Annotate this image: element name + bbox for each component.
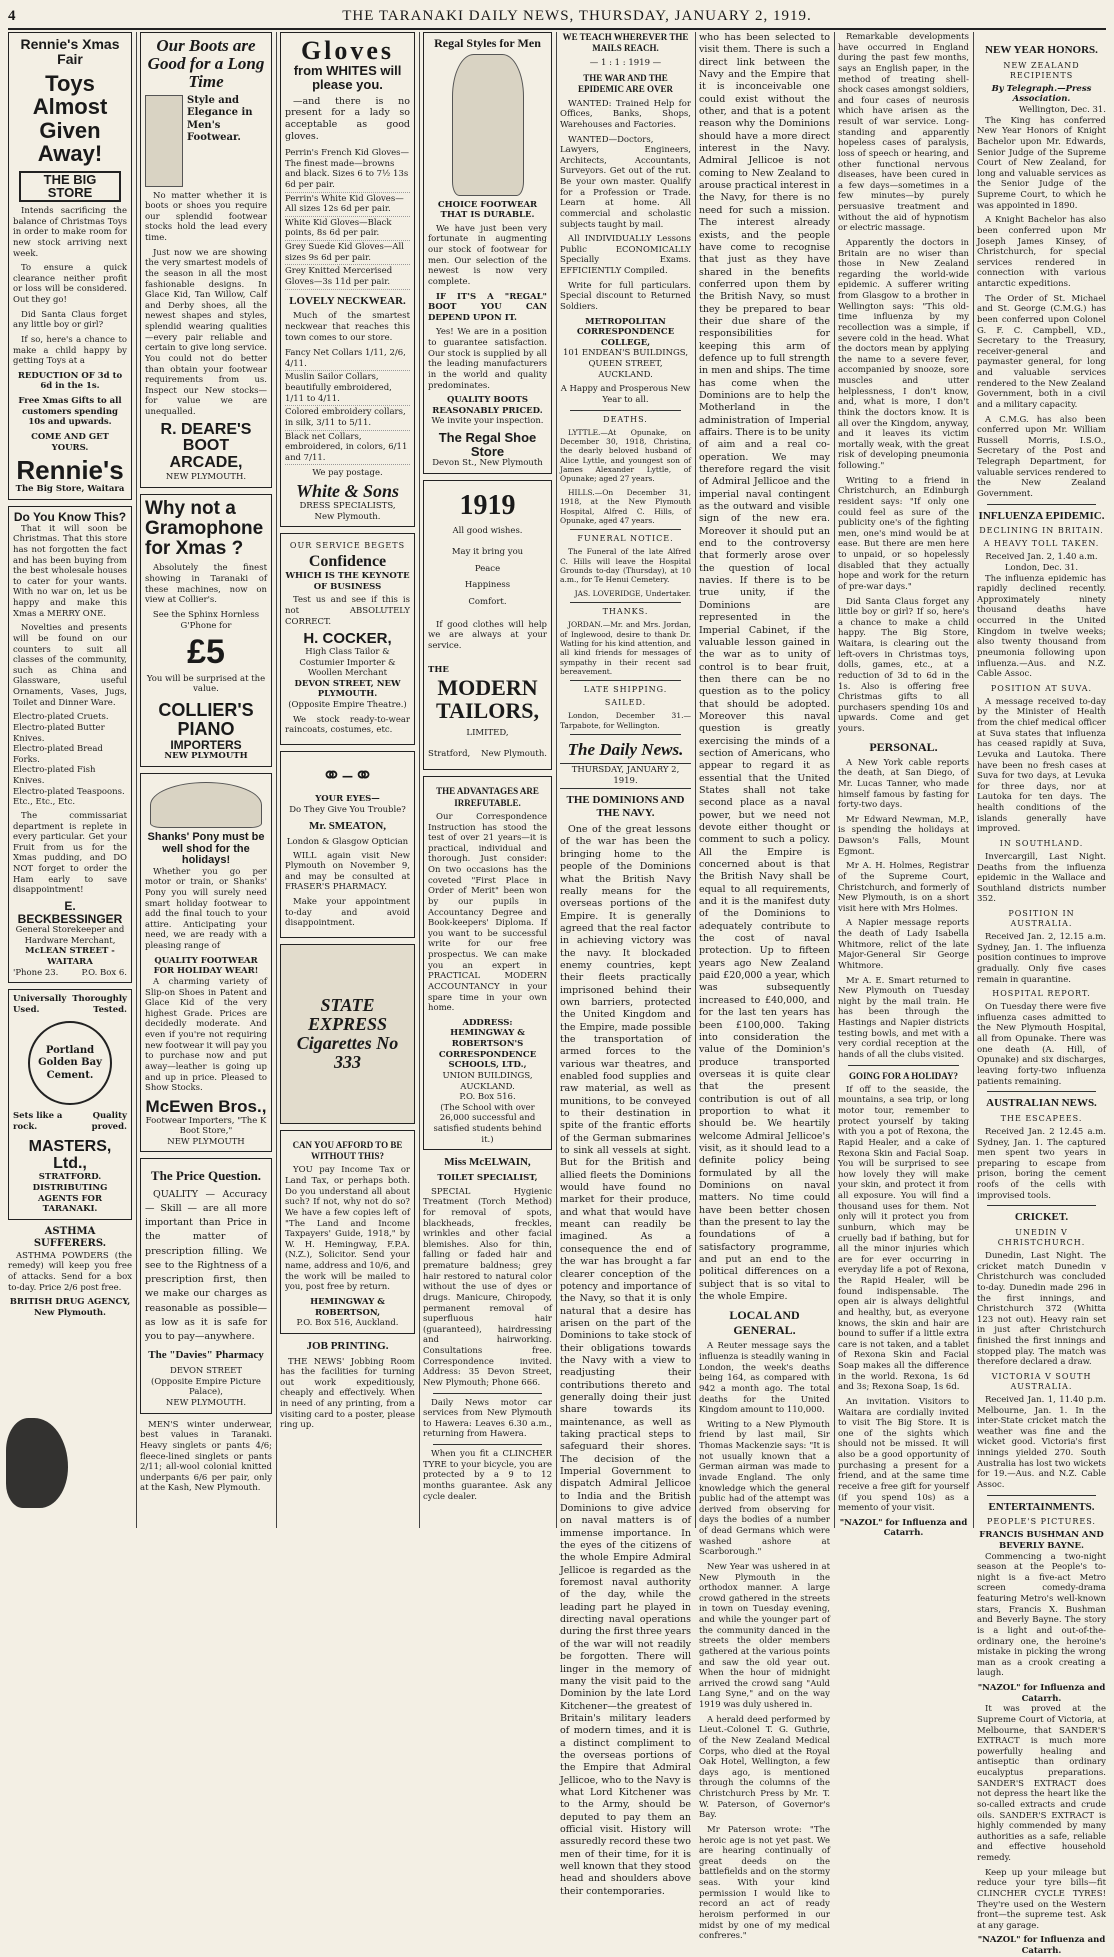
year-line: — 1 : 1 : 1919 —	[589, 57, 662, 68]
cocker-street: DEVON STREET, NEW PLYMOUTH.	[294, 678, 401, 700]
shanks-heading: Shanks' Pony must be well shod for the holidays!	[147, 830, 265, 867]
advantages-text: Our Correspondence Instruction has stood the test of over 21 years—it is practical, individual and thorough. Just consider: On two occasions has the coveted "First Place in Order of Merit" been won by our pupils in Accountancy Degree and Book-keepers' Diploma. If you want to be successful write for our free prospectus. We can make you an expert in PRACTICAL MODERN ACCOUNTANCY in your spare time in your own home.	[428, 811, 547, 1014]
mcewen-ad	[140, 773, 272, 1152]
smeaton-name: Mr. SMEATON,	[308, 820, 387, 833]
funeral-name: JAS. LOVERIDGE, Undertaker.	[574, 588, 691, 598]
masters-desc: DISTRIBUTING AGENTS FOR TARANAKI.	[32, 1182, 108, 1215]
gloves-from: from WHITES will please you.	[293, 63, 402, 92]
received-text: Received Jan. 2, 1.40 a.m. London, Dec. 31.	[985, 552, 1098, 573]
quality-footwear: QUALITY FOOTWEAR FOR HOLIDAY WEAR!	[153, 955, 259, 977]
quality-boots: QUALITY BOOTS REASONABLY PRICED.	[432, 395, 543, 416]
toys-headline: Toys Almost Given Away!	[32, 71, 108, 166]
dyk-heading: Do You Know This?	[13, 510, 127, 525]
postage: We pay postage.	[312, 468, 383, 479]
sailed-heading: SAILED.	[604, 698, 647, 708]
regal-address: Devon St., New Plymouth	[432, 458, 543, 469]
colliers-name: COLLIER'S PIANO	[158, 699, 254, 739]
australia-heading: POSITION IN AUSTRALIA.	[1008, 909, 1075, 928]
colliers-importers: IMPORTERS	[170, 737, 242, 752]
eyes-question: Do They Give You Trouble?	[289, 804, 406, 815]
list-item: Colored embroidery collars, in silk, 3/11 to 5/11.	[285, 406, 410, 430]
beck-phone: 'Phone 23.	[13, 967, 59, 978]
funeral-heading: FUNERAL NOTICE.	[577, 534, 674, 544]
wanted-1: WANTED: Trained Help for Offices, Banks, Shops, Warehouses and Factories.	[560, 98, 691, 130]
mcewen-place: NEW PLYMOUTH	[167, 1136, 245, 1147]
death-lyttle: LYTTLE.—At Opunake, on December 30, 1918, Christina, the dearly beloved husband of Alice Lyttle, and youngest son of James Alexander Lyttle, of Opunake; aged 27 years.	[560, 427, 691, 484]
local-5: Mr Paterson wrote: "The heroic age is not yet past. We are hearing continually of great deeds on the battlefields and on the stormy seas. With your kind permission I would like to record an act of ready heroism performed in our midst by one of my medical confreres."	[699, 1824, 830, 1942]
deare-ad	[140, 32, 272, 488]
honours-text-3: The Order of St. Michael and St. George (C.M.G.) has been conferred upon Colonel G. F. C. Campbell, V.D., Secretary to the Treasury, receiver-general and paymaster general, for long and valuable services rendered to the New Zealand Government, both in a civil and a military capacity.	[977, 293, 1106, 410]
stratford-text: Stratford,	[428, 748, 471, 759]
wishes-text: All good wishes.	[452, 526, 523, 537]
electro-list	[13, 712, 127, 808]
cocker-ad	[280, 533, 415, 745]
col7-text-2: Apparently the doctors in Britain are no wiser than those in New Zealand regarding the world-wide epidemic. A sufferer writing from Glasgow to a brother in Wellington says: "This old-time influenza by my recollection was a simple, if severe cold in the head. What the doctors mean by applying the name to a severe fever, accompanied by snooze, sore muscles and utter helplessness, I don't know, and, what is more, I don't think the doctors know. It is all over the Kingdom, anyway, and it leaves its victim mortally weak, with the great risk of developing pneumonia following."	[838, 237, 969, 471]
war-over-heading: THE WAR AND THE EPIDEMIC ARE OVER	[577, 73, 673, 95]
smeaton-ad	[280, 751, 415, 938]
local-4: A herald deed performed by Lieut.-Colonel T. G. Guthrie, of the New Zealand Medical Corps, who died at the Royal Oak Hotel, Wellington, a few days ago, is mentioned through the columns of the Christchurch Press by Mr. T. W. Paterson, of Governor's Bay.	[699, 1714, 830, 1821]
cricket-text: Dunedin, Last Night. The cricket match Dunedin v Christchurch was concluded to-day. Dunedin made 296 in the first innings, and Christchurch 372 (Whitta 123 not out). Heavy rain set in just after Christchurch finished the first innings and stopped play. The match was therefore declared a draw.	[977, 1251, 1106, 1368]
rennies-santa: Did Santa Claus forget any little boy or girl?	[13, 309, 127, 331]
good-clothes-text: If good clothes will help we are always at your service.	[428, 619, 547, 651]
hospital-text: On Tuesday there were five influenza cases admitted to the New Plymouth Hospital, all from Opunake. There was one death (A. Hill, of Opunake) and six discharges, leaving forty-two influenza patients remaining.	[977, 1002, 1106, 1087]
declining-heading: DECLINING IN BRITAIN.	[979, 526, 1104, 536]
rennies-come: COME AND GET YOURS.	[31, 431, 109, 453]
shipping-heading: LATE SHIPPING.	[583, 685, 668, 695]
clincher-text: When you fit a CLINCHER TYRE to your bicycle, you are protected by a 9 to 12 months guarantee. Ask any cycle dealer.	[423, 1449, 552, 1502]
novelties-text: Novelties and presents will be found on our counters to suit all classes of the community, such as China and Glassware, useful Ornaments, Vases, Jugs, Toilet and Dinner Ware.	[13, 623, 127, 708]
davies-name: The "Davies" Pharmacy	[148, 1349, 264, 1362]
death-hills: HILLS.—On December 31, 1918, at the New Plymouth Hospital, Alfred C. Hills, of Opunake, aged 47 years.	[560, 487, 691, 525]
funeral-text: The Funeral of the late Alfred C. Hills will leave the Hospital Grounds to-day (Thursday), at 10 a.m., for Te Henui Cemetery.	[560, 547, 691, 585]
column-rule	[695, 32, 696, 1528]
hemingway-ad	[280, 1130, 415, 1334]
honours-text-4: A C.M.G. has also been conferred upon Mr. William Russell Morris, I.S.O., Secretary of the Post and Telegraph Department, for valuable services rendered to the New Zealand Government.	[977, 414, 1106, 499]
boots-text-2: Just now we are showing the very smartest models of the season in all the most fashionable designs. In Glace Kid, Tan Willow, Calf and Derby shoes, all the newest shapes and styles, splendid wearing qualities—every pair reliable and certain to give long service. You could not do better than obtain your footwear requirements from us. Inspect our New stocks—for value we are unequalled.	[145, 247, 267, 418]
local-3: New Year was ushered in at New Plymouth in the orthodox manner. A large crowd gathered in the streets in town on Tuesday evening, and while the younger part of the community danced in the streets the older members gathered at the various points and saw the old year out. When the hour of midnight arrived the crowd sang "Auld Lang Syne," and on the way 1919 was duly ushered in.	[699, 1561, 830, 1711]
the-text: THE	[428, 665, 449, 676]
deare-name: R. DEARE'S BOOT ARCADE,	[160, 420, 252, 472]
surprised-text: You will be surprised at the value.	[146, 673, 266, 695]
eyes-heading: YOUR EYES—	[315, 793, 380, 804]
cement-ad	[8, 989, 132, 1220]
colliers-ad	[140, 494, 272, 767]
correspondence-ad	[423, 776, 552, 1150]
wanted-2: WANTED—Doctors, Lawyers, Engineers, Architects, Accountants, Surveyors. Get out of the rut. Be your own master. Qualify for a Profession or Trade. Learn at home. All commercial and scholastic subjects taught by mail.	[560, 134, 691, 230]
personal-3: Mr A. H. Holmes, Registrar of the Supreme Court, Christchurch, and formerly of New Plymouth, is on a short visit here with Mrs Holmes.	[838, 861, 969, 914]
rennies-name: Rennie's	[16, 455, 124, 486]
advantages-heading: THE ADVANTAGES ARE IRREFUTABLE.	[436, 786, 539, 808]
mcewen-name: McEwen Bros.,	[145, 1096, 267, 1116]
boots-text: No matter whether it is boots or shoes you require our splendid footwear stocks hold the lead every time.	[145, 190, 267, 244]
list-item: Perrin's White Kid Gloves—All sizes 12s 6d per pair.	[285, 193, 410, 217]
confidence-heading: Confidence	[308, 553, 387, 571]
honours-sub: NEW ZEALAND RECIPIENTS	[1003, 60, 1080, 80]
sailed-text: London, December 31.—Tarpabote, for Wellington.	[560, 711, 691, 730]
hemingway-name: HEMINGWAY & ROBERTSON,	[310, 1296, 385, 1318]
invite-text: We invite your inspection.	[431, 416, 544, 427]
personal-heading: PERSONAL.	[869, 739, 938, 754]
metro-address: 101 ENDEAN'S BUILDINGS, QUEEN STREET, AUCKLAND.	[562, 348, 689, 380]
dept-text: The commissariat department is replete in every particular. Get your Fruit from us for the Xmas pudding, and DO NOT forget to order the Ham early to save disappointment!	[13, 810, 127, 896]
dateline-wellington: Wellington, Dec. 31.	[1018, 105, 1106, 115]
southland-heading: IN SOUTHLAND.	[999, 838, 1084, 848]
suva-heading: POSITION AT SUVA.	[990, 683, 1093, 693]
personal-5: Mr A. E. Smart returned to New Plymouth on Tuesday night by the mail train. He has been through the Hastings and Napier districts testing bowls, and met with a very cordial reception at the hands of all the clubs visited.	[838, 975, 969, 1060]
column-1	[8, 32, 132, 1528]
gram-text: Absolutely the finest showing in Taranaki of these machines, now on view at Collier's.	[145, 563, 267, 606]
beck-box: P.O. Box 6.	[81, 967, 127, 978]
masthead	[8, 4, 1106, 30]
nazol-1: "NAZOL" for Influenza and Catarrh.	[977, 1683, 1106, 1704]
regal-ad	[423, 32, 552, 474]
entertainments-heading: ENTERTAINMENTS.	[988, 1500, 1095, 1513]
job-printing-text: THE NEWS' Jobbing Room has the facilities for turning out work expeditiously, cheaply and effectively. When in need of any printing, from a visiting card to a poster, please ring up.	[280, 1356, 415, 1431]
personal-2: Mr Edward Newman, M.P., is spending the holidays at Dawson's Falls, Mount Egmont.	[838, 814, 969, 857]
australian-news-heading: AUSTRALIAN NEWS.	[986, 1097, 1097, 1110]
rennies-heading: Rennie's Xmas Fair	[20, 36, 120, 67]
honours-text-2: A Knight Bachelor has also been conferred upon Mr Joseph James Kinsey, of Christchurch, for special services rendered in connection with various antarctic expeditions.	[977, 215, 1106, 289]
victoria-text: Received Jan. 1, 11.40 p.m. Melbourne, Jan. 1. In the inter-State cricket match the weather was fine and the wicket good. Victoria's first innings yielded 270. South Australia has lost two wickets for 19.—Aus. and N.Z. Cable Assoc.	[977, 1394, 1106, 1490]
shoe-illustration-icon	[150, 782, 262, 828]
nazol-text: "NAZOL" for Influenza and Catarrh.	[839, 1517, 968, 1539]
mcewen-desc: Footwear Importers, "The K Boot Store,"	[145, 1115, 267, 1137]
raincoats-text: We stock ready-to-wear raincoats, costumes, etc.	[285, 714, 410, 736]
davies-ad	[140, 1158, 272, 1413]
students-text: (The School with over 26,000 successful and satisfied students behind it.)	[433, 1102, 542, 1145]
rennies-clearance: To ensure a quick clearance neither profit or loss will be considered. Out they go!	[13, 263, 127, 306]
gram-heading: Why not a Gramophone for Xmas ?	[145, 497, 264, 559]
regal-store-name: The Regal Shoe Store	[438, 430, 537, 459]
comfort-text: Comfort.	[468, 596, 507, 607]
whites-ad	[280, 32, 415, 527]
asthma-heading: ASTHMA SUFFERERS.	[33, 1225, 107, 1250]
regal-heading: Regal Styles for Men	[434, 36, 541, 50]
editorial-heading: THE DOMINIONS AND THE NAVY.	[566, 793, 685, 820]
col7-text-4: Did Santa Claus forget any little boy or girl? If so, here's a chance to make a child happy. The Big Store, Waitara, is clearing out the left-overs in Christmas toys, dolls, games, etc., at a reduction of 3d to 6d in the 1s. Also is offering free Christmas gifts to all purchasers spending 10s and upwards. Come and get yours.	[838, 596, 969, 734]
southland-text: Invercargill, Last Night. Deaths from the influenza epidemic in the Wallace and Southland districts number 352.	[977, 851, 1106, 905]
regal-text: We have just been very fortunate in augmenting our stock of footwear for men. Our selection of the newest is now very complete.	[428, 223, 547, 287]
cricket-sub: UNEDIN V CHRISTCHURCH.	[997, 1228, 1086, 1247]
column-rule	[834, 32, 835, 1528]
thanks-jordan: JORDAN.—Mr. and Mrs. Jordan, of Inglewood, desire to thank Dr. Watling for his kind attention, and all kind friends for messages of sympathy in their recent sad bereavement.	[560, 620, 691, 676]
nazol-2: "NAZOL" for Influenza and Catarrh.	[977, 1935, 1106, 1956]
personal-4: A Napier message reports the death of Lady Isabella Whitmore, relict of the late Major-General Sir George Whitmore.	[838, 918, 969, 971]
by-telegraph: By Telegraph.—Press Association.	[991, 83, 1092, 105]
column-2	[140, 32, 272, 1528]
hospital-heading: HOSPITAL REPORT.	[992, 989, 1091, 999]
can-you-heading: CAN YOU AFFORD TO BE WITHOUT THIS?	[292, 1139, 403, 1162]
list-item: Electro-plated Teaspoons.	[13, 786, 125, 797]
beck-address: McLEAN STREET - WAITARA	[25, 946, 115, 967]
column-rule	[136, 32, 137, 1528]
list-item: Black net Collars, embroidered, in colors, 6/11 and 7/11.	[285, 431, 410, 466]
sphinx-text: See the Sphinx Hornless G'Phone for	[152, 609, 260, 631]
neckwear-text: Much of the smartest neckwear that reaches this town comes to our store.	[285, 311, 410, 343]
column-rule	[276, 32, 277, 1528]
hemingway-box: P.O. Box 516, Auckland.	[296, 1318, 399, 1329]
neckwear-list	[285, 347, 410, 465]
cocker-desc: High Class Tailor & Costumier Importer & Woollen Merchant	[299, 646, 396, 679]
neckwear-heading: LOVELY NECKWEAR.	[289, 294, 406, 307]
toilet-specialist: TOILET SPECIALIST,	[437, 1173, 538, 1184]
shanks-text: Whether you go per motor or train, or Shanks' Pony you will surely need smart holiday footwear to add the final touch to your attire. Anticipating your need, we are ready with a pleasing range of	[145, 866, 267, 951]
australia-text: Received Jan. 2, 12.15 a.m. Sydney, Jan. 1. The influenza position continues to improve gradually. Only five cases remain in quarantine.	[977, 932, 1106, 985]
colliers-place: NEW PLYMOUTH	[164, 751, 248, 762]
peace-text: Peace	[474, 563, 501, 574]
list-item: Muslin Sailor Collars, beautifully embroidered, 1/11 to 4/11.	[285, 371, 410, 406]
paper-date: THURSDAY, JANUARY 2, 1919.	[560, 763, 691, 788]
escapees-text: Received Jan. 2 12.45 a.m. Sydney, Jan. 1. The captured men spent two years in preparing to escape from prison, boring the cement roofs of the cells with improvised tools.	[977, 1126, 1106, 1201]
thanks-heading: THANKS.	[602, 607, 649, 617]
local-2: Writing to a New Plymouth friend by last mail, Sir Thomas Mackenzie says: "It is not usually known that a German airman was made to invade England. The only knowledge which the general public had of the attempt was derived from observing for days the bodies of a number of dead Germans which were washed ashore at Scarborough."	[699, 1419, 830, 1558]
column-4	[423, 32, 552, 1528]
np-text: New Plymouth.	[481, 748, 547, 759]
cement-emblem: Portland Golden Bay Cement.	[28, 1021, 112, 1105]
address-label: ADDRESS:	[462, 1017, 513, 1028]
victoria-heading: VICTORIA V SOUTH AUSTRALIA.	[991, 1371, 1092, 1391]
boot-illustration-icon	[452, 54, 524, 196]
column-3	[280, 32, 415, 1528]
toilet-text: SPECIAL Hygienic Treatment (Torch Method) for removal of spots, blackheads, freckles, wrinkles and other facial blemishes. Also for thin, falling or faded hair and premature baldness; grey hair restored to natural color without the use of dyes or drugs. Manicure, Chiropody, permanent removal of superfluous hair (guaranteed), hairdressing and hairworking. Consultations free. Correspondence invited. Address: 35 Devon Street, New Plymouth; Phone 666.	[423, 1186, 552, 1388]
toll-heading: A HEAVY TOLL TAKEN.	[983, 539, 1100, 549]
influenza-heading: INFLUENZA EPIDEMIC.	[978, 509, 1105, 522]
appointment-text: Make your appointment to-day and avoid disappointment.	[285, 897, 410, 929]
col7-text-3: Writing to a friend in Christchurch, an Edinburgh resident says: "If only one could feel as sure of the publicity one's of the fighting men, one's mind would be at ease. But there are men here to unpaid, or so hopelessly disabled that they actually hope and work for the return of pre-war days."	[838, 475, 969, 592]
asthma-text: ASTHMA POWDERS (the remedy) will keep you free of attacks. Send for a box to-day. Price 2/6 post free.	[8, 1250, 132, 1293]
beck-desc: General Storekeeper and Hardware Merchant,	[15, 925, 125, 946]
univ-left: Universally Used.	[13, 994, 67, 1015]
bushman-heading: FRANCIS BUSHMAN AND BEVERLY BAYNE.	[979, 1530, 1104, 1551]
smeaton-desc: London & Glasgow Optician	[286, 836, 409, 847]
which-text: WHICH IS THE KEYNOTE OF BUSINESS	[285, 571, 410, 592]
peoples-pictures: PEOPLE'S PICTURES.	[987, 1517, 1096, 1527]
column-rule	[973, 32, 974, 1528]
state-express-ad	[280, 944, 415, 1124]
choice-text: CHOICE FOOTWEAR THAT IS DURABLE.	[437, 199, 538, 221]
gramophone-price: £5	[187, 633, 225, 672]
cricket-heading: CRICKET.	[1014, 1211, 1069, 1224]
column-5	[560, 32, 692, 1897]
white-sons-name: White & Sons	[295, 481, 400, 502]
editorial-text: One of the great lessons of the war has been the bringing home to the people of the Dominions what the British Navy really means for the overseas portions of the Empire. It is generally agreed that the real factor in achieving victory was the navy. It blockaded enemy countries, kept their fleets practically imprisoned behind their own barriers, protected the United Kingdom and the Empire, made possible the transportation of armed forces to the various war theatres, and enabled food supplies and raw material, as well as munitions, to be conveyed to their destination in spite of the frantic efforts of the German submarines to sink all vessels at sight. But for the British and allied fleets the Dominions would have found no market for their produce, and what that would have meant can readily be imagined. As a consequence the end of the war has brought a far clearer conception of the potency and importance of the Navy, so that it is only natural that a desire has arisen on the part of the Dominions to take stock of their obligations towards the Navy with a view to readjusting their contributions thereto and generally doing their just share towards its maintenance, as well as taking practical steps to safeguard their shores. The decision of the Imperial Government to dispatch Admiral Jellicoe to India and the British Dominions to give advice on naval matters is of immense importance. In the eyes of the citizens of the whole Empire Admiral Jellicoe is regarded as the foremost naval authority of the day, while the leading part he played in directing naval operations during the first three years of the war will not readily be forgotten. There will linger in the memory of many the visit paid to the Dominion by the late Lord Kitchener—the greatest of Britain's military leaders of modern times, and it is a distinct compliment to the overseas portions of the Empire that Admiral Jellicoe, who to the Navy is what Lord Kitchener was to the Army, should be deputed to pay them an official visit. History will assuredly record these two men of their time, for it is well known that they stood head and shoulders above their contemporaries.	[560, 824, 692, 1897]
column-8	[977, 32, 1106, 1956]
rennies-chance: If so, here's a chance to make a child happy by getting Toys at a	[13, 334, 127, 367]
davies-place: NEW PLYMOUTH.	[165, 1398, 247, 1409]
teach-heading: WE TEACH WHEREVER THE MAILS REACH.	[562, 32, 689, 54]
list-item: Electro-plated Fish Knives.	[13, 765, 96, 787]
masthead-title: THE TARANAKI DAILY NEWS, THURSDAY, JANUARY 2, 1919.	[342, 7, 812, 24]
list-item: Perrin's French Kid Gloves—The finest made—browns and black. Sizes 6 to 7½ 13s 6d per pair.	[285, 147, 410, 193]
limited-text: LIMITED,	[466, 728, 509, 739]
editorial-continued: who has been selected to visit them. There is such a direct link between the Navy and the Empire that it is inconceivable one could exist without the other, and that is a potent reason why the Dominions should have a more direct interest in the Navy. Admiral Jellicoe is not coming to New Zealand to arouse practical interest in the Navy, for there is no need for such a mission. The interest already exists, and the people have come to recognise that just as they have shared in the benefits conferred upon them by the British Navy, so must they be prepared to bear their due share of the responsibilities for keeping this arm of defence up to full strength in men and ships. The time has come when the Dominions are to help the Motherland in the administration of Imperial affairs. There is to be unity of aim and a real co-operation. We may therefore regard the visit of Admiral Jellicoe and the imperial naval contingent as the outward and visible sign of the new era. Moreover it should put an end to the controversy that formerly arose over the question of local navies. If there is to be true unity, if the Dominions are represented in the Imperial Cabinet, if the valuable lesson gained in the war as to unity of control is to bear fruit, then there can be no question as to the policy that should be adopted. Moreover this naval question is greatly exercising the minds of a section of Americans, who appear to regard it as essential that the United States shall not take second place as a naval power, but we need not devote either thought or comment to such a policy. All the Empire is concerned about is that the British Navy shall be equal to all requirements, and it is the manifest duty of the Dominions to adequately contribute to the cost of naval protection. Up to fifteen years ago New Zealand paid £20,000 a year, which was subsequently increased to £40,000, and for the last ten years has been £100,000. Taking into consideration the value of the Dominion's produce transported overseas it is quite clear that the present contribution is out of all proportion to what it should be. We heartily welcome Admiral Jellicoe's visit, as it should lead to a definite policy being formulated by all the Dominions on naval matters. No time could have been better chosen than the present to lay the foundations of a satisfactory programme, and put an end to the political differences on a subject that is so vital to the whole Empire.	[699, 32, 830, 1303]
gloves-heading: Gloves	[300, 36, 395, 65]
sets-left: Sets like a rock.	[13, 1111, 63, 1133]
column-rule	[419, 32, 420, 1528]
mcelwain-name: Miss McELWAIN,	[444, 1156, 531, 1169]
page-number: 4	[8, 7, 17, 24]
service-text: OUR SERVICE BEGETS	[289, 541, 406, 551]
smeaton-text: WILL again visit New Plymouth on November 9, and may be consulted at FRASER'S PHARMACY.	[285, 850, 410, 893]
can-you-text: YOU pay Income Tax or Land Tax, or perhaps both. Do you understand all about such? If not, why not do so? We have a few copies left of "The Land and Income Taxpayers' Guide, 1918," by W. H. Hemingway, F.P.A. (N.Z.), Solicitor. Send your name, address and 10/6, and the work will be mailed to you, post free by return.	[285, 1165, 410, 1293]
big-store-logo: THE BIG STORE	[19, 171, 121, 202]
list-item: Etc., Etc., Etc.	[13, 797, 76, 808]
column-6	[699, 32, 830, 1942]
sanders-text: It was proved at the Supreme Court of Victoria, at Melbourne, that SANDER'S EXTRACT is much more powerfully healing and antiseptic than ordinary eucalyptus preparations. SANDER'S EXTRACT does not depress the heart like the so-called extracts and crude oils. SANDER'S EXTRACT is highly commended by many authorities as a safe, reliable and effective household remedy.	[977, 1704, 1106, 1863]
modern-tailors-name: MODERN TAILORS,	[436, 675, 539, 724]
gloves-intro: —and there is no present for a lady so acceptable as good gloves.	[285, 95, 410, 143]
beck-name: E. BECKBESSINGER	[17, 898, 123, 926]
beckbessinger-ad	[8, 506, 132, 983]
dyk-text: That it will soon be Christmas. That this store has not forgotten the fact and has been buying from the best wholesale houses to cater for your wants. With no war on, let us be happy and make this Xmas a MERRY ONE.	[13, 523, 127, 619]
shanks-text-2: A charming variety of Slip-on Shoes in Patent and Glace Kid of the very highest Grade. Prices are decidedly moderate. And even if you're not requiring new footwear it will pay you to purchase now and put away—leather is going up and up in price. Pleased to Show Stocks.	[145, 976, 267, 1094]
box-text: P.O. Box 516.	[459, 1092, 516, 1103]
job-printing-heading: JOB PRINTING.	[306, 1339, 389, 1352]
year-1919: 1919	[459, 490, 516, 521]
local-1: A Reuter message says the influenza is steadily waning in London, the week's deaths being 164, as compared with 942 a month ago. The total deaths for the United Kingdom amount to 110,000.	[699, 1341, 830, 1416]
happy-new-year: A Happy and Prosperous New Year to all.	[560, 384, 691, 405]
holiday-heading: GOING FOR A HOLIDAY?	[849, 1070, 958, 1081]
masters-name: MASTERS, Ltd.,	[28, 1137, 112, 1172]
univ-right: Thoroughly Tested.	[72, 994, 127, 1015]
may-text: May it bring you	[451, 547, 524, 558]
modern-tailors-ad	[423, 480, 552, 770]
personal-1: A New York cable reports the death, at San Diego, of Mr. Lucas Tanner, who made himself famous by fasting for forty-two days.	[838, 757, 969, 811]
holiday-text: If off to the seaside, the mountains, a sea trip, or long motor tour, remember to protect yourself by taking with you a pot of Rexona, the Rapid Healer, and a cake of Rexona Skin and Facial Soap. You will be surprised to see how lovely they will make your skin, and protect it from all exposure. You will find a thousand uses for them. Not only will it protect you from sunburn, which may be cruelly bad if bathing, but for all the minor injuries which are for ever occurring in everyday life a pot of Rexona, the Rapid Healer, will be found indispensable. The open air is always delightful and healthy, but, as everyone knows, the skin and hair are bound to suffer if a little extra care is not taken, and a tablet of Rexona Skin and Facial Soap makes all the difference in the world. Rexona, 1s 6d and 3s; Rexona Soap, 1s 6d.	[838, 1084, 969, 1393]
escapees-heading: THE ESCAPEES.	[1000, 1113, 1083, 1123]
deare-place: NEW PLYMOUTH.	[165, 472, 247, 483]
hem-corr: HEMINGWAY & ROBERTSON'S CORRESPONDENCE SCHOOLS, LTD.,	[438, 1028, 537, 1071]
drug-agency: BRITISH DRUG AGENCY, New Plymouth.	[9, 1297, 131, 1318]
price-question-text: QUALITY — Accuracy — Skill — are all more important than Price in the matter of prescription filling. We see to the Rightness of a prescription first, then we make our charges as reasonable as possible—as low as it is safe for you to pay—anywhere.	[145, 1188, 267, 1343]
spectacles-icon: ⚭–⚭	[321, 760, 374, 789]
keep-text: Keep up your mileage but reduce your tyre bills—fit CLINCHER CYCLE TYRES! They're used on the Western front—the supreme test. Ask at any garage.	[977, 1867, 1106, 1931]
honours-heading: NEW YEAR HONORS.	[985, 44, 1098, 56]
regal-text-3: Yes! We are in a position to guarantee satisfaction. Our stock is supplied by all the leading manufacturers in the world and quality predominates.	[428, 327, 547, 391]
cocker-opp: (Opposite Empire Theatre.)	[288, 700, 407, 711]
list-item: White Kid Gloves—Black points, 8s 6d per pair.	[285, 217, 410, 241]
suva-text: A message received to-day by the Minister of Health from the chief medical officer at Suva states that influenza has ceased rapidly at Suva, Levuka and Lautoka. There have been no fresh cases at Suva for two days, at Levuka for three days, nor at Lautoka for ten days. The health conditions of the islands generally have improved.	[977, 696, 1106, 835]
paper-name: The Daily News.	[567, 740, 684, 760]
davies-opp: (Opposite Empire Picture Palace),	[151, 1376, 261, 1398]
write-text: Write for full particulars. Special discount to Returned Soldiers.	[560, 280, 691, 312]
list-item: Fancy Net Collars 1/11, 2/6, 4/11.	[285, 347, 410, 371]
honours-text-1: The King has conferred New Year Honors of Knight Bachelor upon Mr. Edwards, Senior Judge of the Supreme Court of New Zealand, for long and valuable services as the Senior Judge of the Supreme Court, to which he was appointed in 1890.	[977, 115, 1106, 211]
gloves-list	[285, 147, 410, 290]
davies-street: DEVON STREET	[169, 1366, 243, 1377]
boots-sub: Style and Elegance in Men's Footwear.	[187, 94, 253, 144]
masters-place: STRATFORD.	[38, 1172, 102, 1183]
all-text: All INDIVIDUALLY Lessons Public ECONOMICALLY Specially Exams. EFFICIENTLY Compiled.	[560, 234, 691, 276]
list-item: Grey Knitted Mercerised Gloves—3s 11d per pair.	[285, 265, 410, 289]
list-item: Electro-plated Butter Knives.	[13, 722, 105, 744]
ws-desc: DRESS SPECIALISTS,	[299, 500, 396, 511]
influenza-text: The influenza epidemic has rapidly declined recently. Approximately ninety thousand deaths have occurred in the United Kingdom in twelve weeks; also twenty thousand from pneumonia following upon influenza.—Aus. and N.Z. Cable Assoc.	[977, 573, 1106, 680]
ws-place: New Plymouth.	[314, 511, 381, 522]
cocker-name: H. COCKER,	[303, 630, 392, 648]
list-item: Electro-plated Cruets.	[13, 712, 109, 723]
price-question-heading: The Price Question.	[150, 1168, 262, 1184]
state-express-label: STATE EXPRESS Cigarettes No 333	[296, 995, 399, 1072]
regal-text-2: IF IT'S A "REGAL" BOOT YOU CAN DEPEND UPON IT.	[428, 291, 547, 323]
boots-heading: Our Boots are Good for a Long Time	[147, 36, 265, 91]
sets-right: Quality proved.	[91, 1111, 127, 1133]
mens-underwear: MEN'S winter underwear, best values in Taranaki. Heavy singlets or pants 4/6; fleece-lined singlets or pants 2/11; all-wool colonial knitted underpants 6/6 per pair, only at the Kash, New Plymouth.	[140, 1419, 272, 1494]
lady-figure-icon	[145, 95, 183, 187]
column-7	[838, 32, 969, 1539]
list-item: Electro-plated Bread Forks.	[13, 744, 103, 765]
local-general-heading: LOCAL AND GENERAL.	[729, 1308, 800, 1338]
rennies-footer: The Big Store, Waitara	[15, 484, 125, 495]
happiness-text: Happiness	[464, 580, 511, 591]
col7-text-1: Remarkable developments have occurred in England during the past few months, says an English paper, in the method of treating shell-shock cases amongst soldiers, and four cases of neurosis which have arisen as the result of war service. Long-standing and apparently hopeless cases of paralysis, loss of speech or hearing, and other functional nervous diseases, have been cured in a few days—sometimes in a few minutes—by purely persuasive treatment and without the aid of hypnotism or electric massage.	[838, 32, 969, 234]
motor-text: Daily News motor car services from New Plymouth to Hawera: Leaves 6.30 a.m., returning from Hawera.	[423, 1397, 552, 1440]
list-item: Grey Suede Kid Gloves—All sizes 9s 6d per pair.	[285, 241, 410, 265]
column-rule	[556, 32, 557, 1528]
rennies-reduction: REDUCTION OF 3d to 6d in the 1s.	[17, 370, 123, 392]
rennies-ad	[8, 32, 132, 500]
rennies-intro: Intends sacrificing the balance of Christmas Toys in order to make room for new stock arriving next week.	[13, 206, 127, 259]
metro-name: METROPOLITAN CORRESPONDENCE COLLEGE,	[576, 316, 675, 348]
union-text: UNION BUILDINGS, AUCKLAND.	[442, 1070, 533, 1092]
invitation-text: An invitation. Visitors to Waitara are cordially invited to visit The Big Store. It is one of the sights which should not be missed. It will also be a good opportunity of purchasing a present for a friend, and at the same time receive a free gift for yourself (if you spend 10s) as a memento of your visit.	[838, 1396, 969, 1514]
deaths-heading: DEATHS.	[603, 414, 648, 424]
rennies-free-gifts: Free Xmas Gifts to all customers spending 10s and upwards.	[18, 396, 122, 428]
test-text: Test us and see if this is not ABSOLUTELY CORRECT.	[285, 595, 410, 627]
entertainment-text: Commencing a two-night season at the People's to-night is a five-act Metro screen comedy-drama featuring Metro's well-known stars, Francis X. Bushman and Beverly Bayne. The story is a light and out-of-the-ordinary one, the heroine's mistake in picking the wrong man as a crook creating a laugh.	[977, 1551, 1106, 1679]
